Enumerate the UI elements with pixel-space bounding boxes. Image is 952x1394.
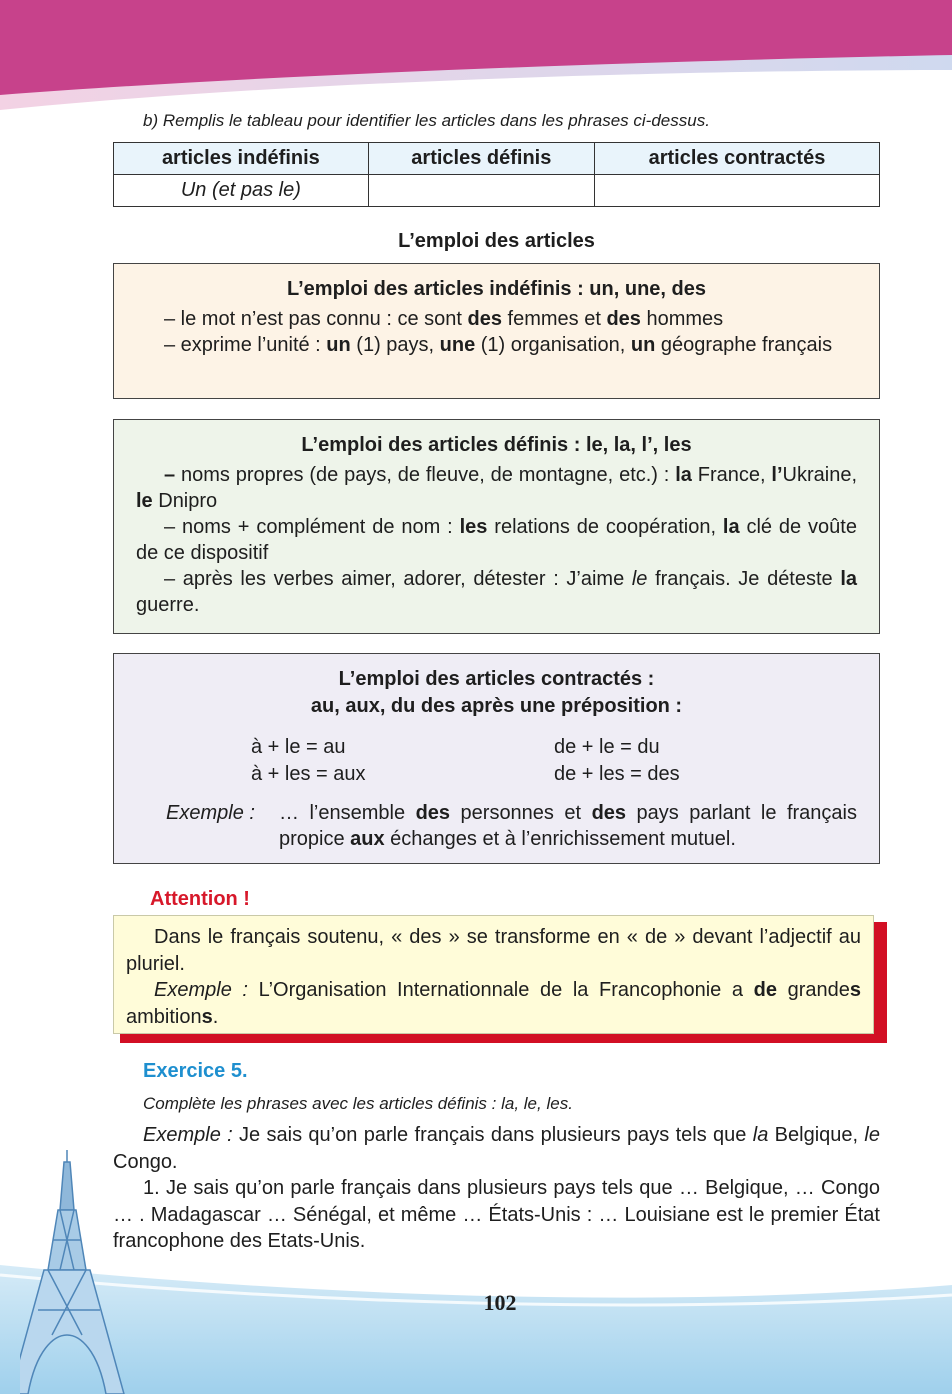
indefinis-box — [113, 263, 880, 399]
attention-example: Exemple : L’Organisation Internationnale de la Francophonie a de grandes ambitions. — [126, 979, 861, 1028]
example-label: Exemple : — [166, 802, 255, 824]
cell-contractes[interactable] — [594, 175, 879, 207]
definis-title: L’emploi des articles définis : le, la, l’, les — [301, 434, 692, 456]
example-text: … l’ensemble des personnes et des pays parlant le français propice aux échanges et à l’enrichissement mutuel. — [279, 802, 857, 850]
contractes-example — [136, 800, 857, 852]
exercise-instruction: Complète les phrases avec les articles définis : la, le, les. — [143, 1094, 573, 1113]
section-title: L’emploi des articles — [398, 230, 595, 252]
formula: de + le = du — [554, 736, 660, 758]
indefinis-line-1: – le mot n’est pas connu : ce sont des femmes et des hommes — [164, 308, 724, 330]
exercise-example: Exemple : Je sais qu’on parle français dans plusieurs pays tels que la Belgique, le Congo. — [113, 1124, 880, 1173]
contractes-title-line-1: L’emploi des articles contractés : — [338, 668, 655, 690]
contractes-box — [113, 653, 880, 864]
header-contractes: articles contractés — [594, 143, 879, 175]
definis-line-3: – après les verbes aimer, adorer, détester : J’aime le français. Je déteste la guerre. — [136, 568, 857, 616]
formula: de + les = des — [554, 763, 680, 785]
attention-title: Attention ! — [150, 888, 250, 910]
cell-definis[interactable] — [368, 175, 594, 207]
definis-box — [113, 419, 880, 634]
header-band — [0, 0, 952, 120]
attention-box — [113, 915, 874, 1034]
cell-indefinis[interactable]: Un (et pas le) — [114, 175, 369, 207]
formula: à + le = au — [251, 736, 346, 758]
exercise-body — [113, 1122, 880, 1255]
articles-table — [113, 142, 880, 207]
table-instruction: b) Remplis le tableau pour identifier les articles dans les phrases ci-dessus. — [143, 111, 710, 130]
header-indefinis: articles indéfinis — [114, 143, 369, 175]
contractes-title — [136, 666, 857, 720]
eiffel-tower-icon — [20, 1150, 160, 1394]
exercise-item-1: 1. Je sais qu’on parle français dans plusieurs pays tels que … Belgique, … Congo … . Madagascar … Sénégal, et même … États-Unis : … Louisiane est le premier État francophone des Etats-Unis. — [113, 1177, 880, 1252]
contractes-title-line-2: au, aux, du des après une préposition : — [310, 695, 683, 717]
attention-line-1: Dans le français soutenu, « des » se transforme en « de » devant l’adjectif au pluriel. — [126, 926, 861, 975]
indefinis-line-2: – exprime l’unité : un (1) pays, une (1) organisation, un géographe français — [164, 334, 833, 356]
formula: à + les = aux — [251, 763, 366, 785]
page-number: 102 — [483, 1290, 517, 1315]
indefinis-title: L’emploi des articles indéfinis : un, une, des — [287, 278, 706, 300]
header-definis: articles définis — [368, 143, 594, 175]
definis-line-2: – noms + complément de nom : les relations de coopération, la clé de voûte de ce dispositif — [136, 516, 857, 564]
definis-line-1: – noms propres (de pays, de fleuve, de montagne, etc.) : la France, l’Ukraine, le Dnipro — [136, 464, 858, 512]
formula-grid — [251, 734, 857, 788]
exercise-title: Exercice 5. — [143, 1060, 248, 1082]
